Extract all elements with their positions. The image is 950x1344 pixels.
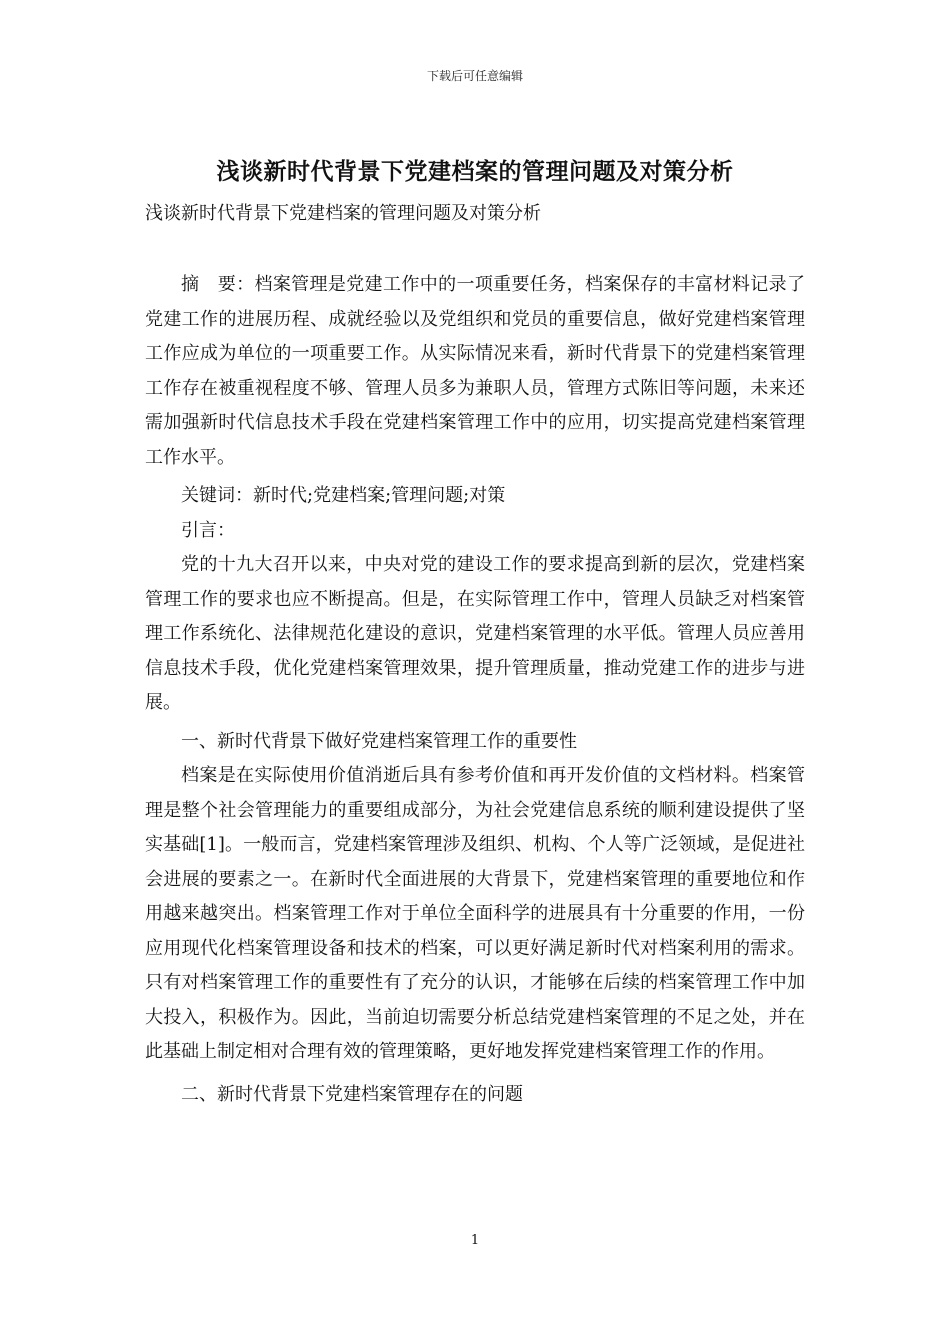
abstract-paragraph: 摘 要：档案管理是党建工作中的一项重要任务，档案保存的丰富材料记录了党建工作的进展历程、成就经验以及党组织和党员的重要信息，做好党建档案管理工作应成为单位的一项重要工作。从实际情况来看，新时代背景下的党建档案管理工作存在被重视程度不够、管理人员多为兼职人员，管理方式陈旧等问题，未来还需加强新时代信息技术手段在党建档案管理工作中的应用，切实提高党建档案管理工作水平。 [145,274,805,468]
intro-label: 引言： [181,519,235,541]
keywords-line: 关键词：新时代;党建档案;管理问题;对策 [181,485,506,506]
section-2-heading: 二、新时代背景下党建档案管理存在的问题 [181,1083,523,1105]
document-body [145,268,805,1112]
page-number: 1 [470,1233,480,1248]
section-1-heading: 一、新时代背景下做好党建档案管理工作的重要性 [181,730,577,752]
document-subtitle: 浅谈新时代背景下党建档案的管理问题及对策分析 [145,203,541,224]
header-note: 下载后可任意编辑 [426,69,523,83]
intro-paragraph: 党的十九大召开以来，中央对党的建设工作的要求提高到新的层次，党建档案管理工作的要求也应不断提高。但是，在实际管理工作中，管理人员缺乏对档案管理工作系统化、法律规范化建设的意识，党建档案管理的水平低。管理人员应善用信息技术手段，优化党建档案管理效果，提升管理质量，推动党建工作的进步与进展。 [145,554,805,713]
document-title: 浅谈新时代背景下党建档案的管理问题及对策分析 [216,158,734,185]
section-1-paragraph: 档案是在实际使用价值消逝后具有参考价值和再开发价值的文档材料。档案管理是整个社会管理能力的重要组成部分，为社会党建信息系统的顺利建设提供了坚实基础[1]。一般而言，党建档案管理涉及组织、机构、个人等广泛领域，是促进社会进展的要素之一。在新时代全面进展的大背景下，党建档案管理的重要地位和作用越来越突出。档案管理工作对于单位全面科学的进展具有十分重要的作用，一份应用现代化档案管理设备和技术的档案，可以更好满足新时代对档案利用的需求。只有对档案管理工作的重要性有了充分的认识，才能够在后续的档案管理工作中加大投入，积极作为。因此，当前迫切需要分析总结党建档案管理的不足之处，并在此基础上制定相对合理有效的管理策略，更好地发挥党建档案管理工作的作用。 [145,765,805,1062]
